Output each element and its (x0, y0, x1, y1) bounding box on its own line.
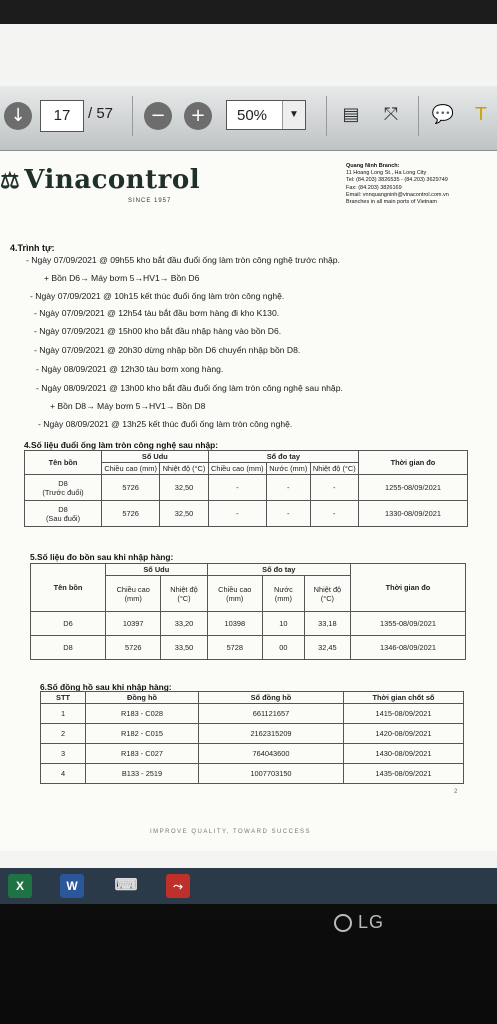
col-header: Nhiệt độ (°C) (310, 463, 358, 475)
zoom-value: 50% (237, 107, 268, 124)
word-icon[interactable]: W (60, 874, 84, 898)
toolbar-divider (326, 96, 327, 136)
table-row (41, 764, 464, 784)
cell: 2 (41, 724, 86, 744)
table-row (41, 724, 464, 744)
cell: 1 (41, 704, 86, 724)
page-mark: 2 (454, 789, 458, 795)
step-line: - Ngày 08/09/2021 @ 12h30 tàu bơm xong hàng. (36, 364, 224, 374)
cell: 1435-08/09/2021 (344, 764, 464, 784)
cell: 1415-08/09/2021 (344, 704, 464, 724)
tank-table (30, 563, 466, 660)
cell-tank: D8 (Sau đuổi) (25, 501, 102, 527)
col-header: Nước (mm) (266, 463, 310, 475)
branch-line: Tel: (84.203) 3826535 - (84.203) 3629749 (346, 177, 448, 184)
cell: 32,45 (304, 636, 350, 660)
table-title: 4.Số liệu đuổi ống làm tròn công nghệ sau nhập: (24, 440, 219, 450)
branch-line: 11 Hoang Long St., Ha Long City (346, 170, 427, 177)
branch-line: Fax: (84.203) 3826169 (346, 184, 402, 191)
meter-table (40, 691, 464, 784)
scales-icon: ⚖ (0, 168, 21, 194)
cell: 4 (41, 764, 86, 784)
cell: 33,20 (161, 612, 207, 636)
viewer-toolbar (0, 86, 497, 151)
cell: 764043600 (199, 744, 344, 764)
cell: 5726 (102, 475, 160, 501)
table-row (41, 744, 464, 764)
cell: - (208, 475, 266, 501)
col-header: Số đo tay (208, 451, 358, 463)
step-line: - Ngày 07/09/2021 @ 20h30 dừng nhập bồn D6 chuyển nhập bồn D8. (34, 345, 301, 355)
col-header: Số Udu (102, 451, 209, 463)
zoom-out-icon[interactable]: − (144, 102, 172, 130)
step-line: - Ngày 07/09/2021 @ 10h15 kết thúc đuổi ống làm tròn công nghệ. (30, 291, 285, 301)
lg-logo: LG (334, 912, 384, 933)
cell: 10 (263, 612, 305, 636)
branch-info (346, 163, 496, 206)
cell: 2162315209 (199, 724, 344, 744)
lg-circle-icon (334, 914, 352, 932)
cell: 00 (263, 636, 305, 660)
branch-title: Quang Ninh Branch: (346, 163, 400, 169)
cell: 1007703150 (199, 764, 344, 784)
cell: - (266, 475, 310, 501)
cell: R182 - C015 (86, 724, 199, 744)
cell: B133 - 2519 (86, 764, 199, 784)
cell: 32,50 (160, 475, 208, 501)
cell: 10397 (106, 612, 161, 636)
cell-tank: D8 (31, 636, 106, 660)
branch-line: Email: vnnquangninh@vinacontrol.com.vn (346, 191, 449, 198)
document-page (0, 151, 497, 851)
highlight-text-icon[interactable]: T (475, 104, 487, 125)
cell: 1255-08/09/2021 (359, 475, 468, 501)
comment-icon[interactable]: 💬 (431, 104, 455, 125)
col-header: Đồng hồ (86, 692, 199, 704)
col-header: Chiều cao (mm) (106, 576, 161, 612)
col-header: Số đồng hồ (199, 692, 344, 704)
cell-tank: D8 (Trước đuổi) (25, 475, 102, 501)
table-title: 5.Số liệu đo bồn sau khi nhập hàng: (30, 552, 174, 562)
zoom-in-icon[interactable]: + (184, 102, 212, 130)
cell: 1430-08/09/2021 (344, 744, 464, 764)
col-header: Chiều cao (mm) (207, 576, 262, 612)
table-row (25, 501, 468, 527)
section-title: 4.Trình tự: (10, 243, 55, 253)
col-header: Chiều cao (mm) (102, 463, 160, 475)
col-header: Nước (mm) (263, 576, 305, 612)
page-number-input[interactable]: 17 (40, 100, 84, 132)
cell: 33,50 (161, 636, 207, 660)
excel-icon[interactable]: X (8, 874, 32, 898)
cell: 1355-08/09/2021 (351, 612, 466, 636)
col-header: Nhiệt độ (°C) (160, 463, 208, 475)
step-line: - Ngày 07/09/2021 @ 09h55 kho bắt đầu đuổi ống làm tròn công nghệ trước nhập. (26, 255, 340, 265)
cell-tank: D6 (31, 612, 106, 636)
cell: 5728 (207, 636, 262, 660)
taskbar (0, 868, 497, 904)
cell: - (310, 475, 358, 501)
col-header: Số Udu (106, 564, 208, 576)
col-header: Thời gian chốt số (344, 692, 464, 704)
col-header: Nhiệt độ (°C) (304, 576, 350, 612)
next-page-icon[interactable]: ↓ (4, 102, 32, 130)
cell: 3 (41, 744, 86, 764)
chevron-down-icon[interactable]: ▼ (282, 101, 305, 129)
table-title: 6.Số đồng hồ sau khi nhập hàng: (40, 682, 172, 692)
cell: - (310, 501, 358, 527)
table-row (31, 612, 466, 636)
cell: 1346-08/09/2021 (351, 636, 466, 660)
logo-since: SINCE 1957 (128, 198, 172, 204)
toolbar-divider (132, 96, 133, 136)
step-line: - Ngày 08/09/2021 @ 13h25 kết thúc đuổi ống làm tròn công nghệ. (38, 419, 293, 429)
cell: R183 - C027 (86, 744, 199, 764)
page-total: / 57 (88, 105, 114, 122)
table-row (41, 704, 464, 724)
cell: 32,50 (160, 501, 208, 527)
col-header: STT (41, 692, 86, 704)
col-header: Tên bồn (25, 451, 102, 475)
cell: 5726 (106, 636, 161, 660)
fit-page-icon[interactable]: ▤ (342, 104, 360, 125)
table-row (25, 475, 468, 501)
pdf-reader-icon[interactable]: ⤳ (166, 874, 190, 898)
screen (0, 24, 497, 894)
step-line: - Ngày 07/09/2021 @ 12h54 tàu bắt đầu bơm hàng đi kho K130. (34, 308, 280, 318)
col-header: Thời gian đo (359, 451, 468, 475)
table-row (31, 636, 466, 660)
step-line: - Ngày 08/09/2021 @ 13h00 kho bắt đầu đuổi ống làm tròn công nghệ sau nhập. (36, 383, 343, 393)
cell: R183 - C028 (86, 704, 199, 724)
cell: 1420-08/09/2021 (344, 724, 464, 744)
vinacontrol-logo: ⚖ Vinacontrol (0, 165, 201, 195)
toolbar-divider (418, 96, 419, 136)
cell: 10398 (207, 612, 262, 636)
scanner-icon[interactable]: ⌨ (114, 877, 138, 894)
branch-line: Branches in all main ports of Vietnam (346, 199, 437, 206)
col-header: Số đo tay (207, 564, 350, 576)
fit-width-icon[interactable]: ⤧ (383, 104, 399, 125)
step-line: + Bồn D8→ Máy bơm 5→HV1→ Bồn D8 (50, 401, 206, 411)
cell: 1330-08/09/2021 (359, 501, 468, 527)
cell: 33,18 (304, 612, 350, 636)
col-header: Tên bồn (31, 564, 106, 612)
step-line: + Bồn D6→ Máy bơm 5→HV1→ Bồn D6 (44, 273, 200, 283)
col-header: Chiều cao (mm) (208, 463, 266, 475)
zoom-select[interactable] (226, 100, 306, 130)
step-line: - Ngày 07/09/2021 @ 15h00 kho bắt đầu nhập hàng vào bồn D6. (34, 326, 282, 336)
footer-slogan: IMPROVE QUALITY, TOWARD SUCCESS (150, 829, 311, 835)
col-header: Thời gian đo (351, 564, 466, 612)
cell: - (266, 501, 310, 527)
cell: - (208, 501, 266, 527)
cell: 661121657 (199, 704, 344, 724)
col-header: Nhiệt độ (°C) (161, 576, 207, 612)
cell: 5726 (102, 501, 160, 527)
purge-table (24, 450, 468, 527)
